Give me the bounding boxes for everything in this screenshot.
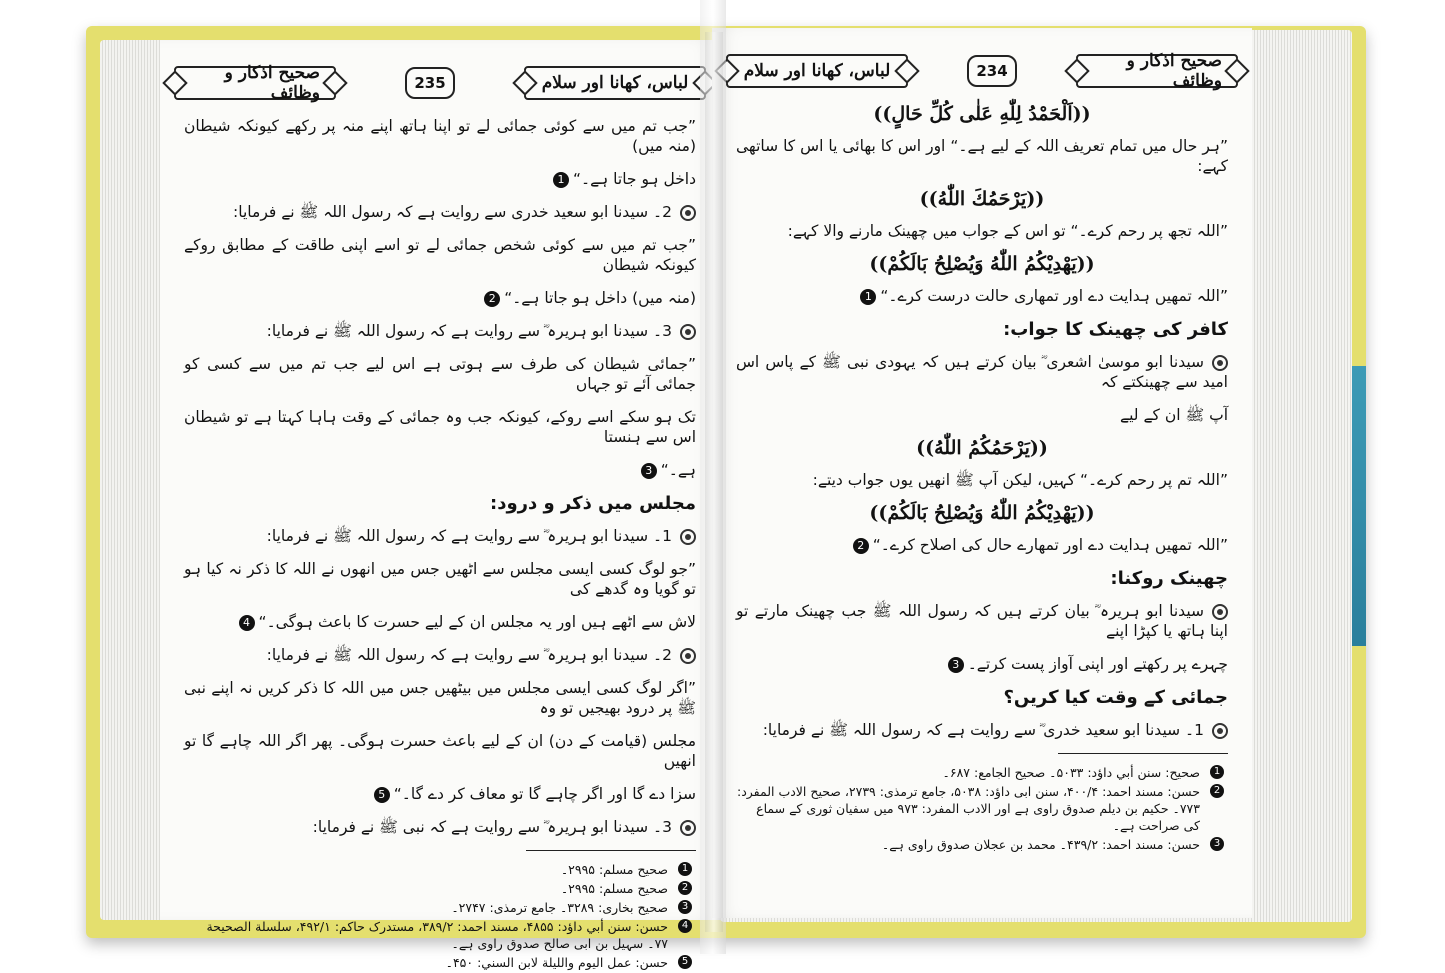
bullet-icon [680,205,696,221]
footnote-marker[interactable]: 3 [948,657,964,673]
line-text: چھینک روکنا: [1110,568,1228,589]
text-line [736,601,1228,641]
text-line [184,645,696,665]
line-text: داخل ہو جاتا ہے۔“ [572,170,696,188]
book-title: صحیح اذکار و وظائف [174,66,336,100]
right-page-header [726,51,1238,91]
line-text: ”اگر لوگ کسی ایسی مجلس میں بیٹھیں جس میں اللہ کا ذکر کریں نہ اپنے نبی ﷺ پر درود بھیجیں تو وہ [184,679,696,717]
left-page-lines [184,116,696,837]
line-text: سیدنا ابو موسیٰ اشعری ؓ بیان کرتے ہیں کہ یہودی نبی ﷺ کے پاس اس امید سے چھینکتے کہ [736,353,1228,391]
line-text: ہے۔“ [660,461,696,479]
footnote [184,861,696,878]
footnote-marker[interactable]: 4 [239,615,255,631]
left-page-footnotes [184,861,696,971]
footnote-number: 5 [678,955,692,969]
bullet-icon [680,648,696,664]
text-line [736,654,1228,674]
line-text: ”جو لوگ کسی ایسی مجلس سے اٹھیں جس میں انھوں نے اللہ کا ذکر نہ کیا ہو تو گویا وہ گدھے کی [184,560,696,598]
footnote-marker[interactable]: 2 [853,538,869,554]
bullet-icon [680,529,696,545]
right-page [712,28,1252,918]
line-text: ”اللہ تم پر رحم کرے۔“ کہیں، لیکن آپ ﷺ انھیں یوں جواب دیتے: [812,471,1228,489]
line-text: ((يَهْدِيْكُمُ اللّٰهُ وَيُصْلِحُ بَالَكُمْ)) [869,502,1095,524]
footnote-number: 3 [1210,837,1224,851]
arabic-dua [736,254,1228,274]
section-heading [184,493,696,514]
book-title: صحیح اذکار و وظائف [1076,54,1238,88]
line-text: ((يَهْدِيْكُمُ اللّٰهُ وَيُصْلِحُ بَالَكُمْ)) [869,253,1095,275]
text-line [736,352,1228,392]
line-text: ”ہر حال میں تمام تعریف اللہ کے لیے ہے۔“ اور اس کا بھائی یا اس کا ساتھی کہے: [736,137,1228,175]
section-heading [736,568,1228,589]
line-text: جمائی کے وقت کیا کریں؟ [1003,687,1228,708]
section-title: لباس، کھانا اور سلام [524,66,706,100]
bullet-icon [1212,604,1228,620]
footnote-text: حسن: مسند احمد: ۴۰۰/۴، سنن ابی داؤد: ۵۰۳۸، جامع ترمذی: ۲۷۳۹، صحیح الادب المفرد: ۷۷۳۔ حکیم بن دیلم صدوق راوی ہے اور الادب المفرد: ۹۷۳ میں سفیان ثوری کے سماع کی صراحت ہے۔ [736,784,1200,833]
footnote-text: حسن: عمل اليوم والليلة لابن السني: ۴۵۰۔ [445,955,668,970]
line-text: 3۔ سیدنا ابو ہریرہ ؓ سے روایت ہے کہ رسول اللہ ﷺ نے فرمایا: [266,322,672,340]
bullet-icon [680,820,696,836]
line-text: سیدنا ابو ہریرہ ؓ بیان کرتے ہیں کہ رسول اللہ ﷺ جب چھینک مارتے تو اپنا ہاتھ یا کپڑا اپنے [736,602,1228,640]
text-line [184,526,696,546]
text-line [184,116,696,156]
text-line [184,169,696,189]
line-text: مجلس میں ذکر و درود: [490,493,696,514]
line-text: تک ہو سکے اسے روکے، کیونکہ جب وہ جمائی کے وقت ہاہا کہتا ہے تو شیطان اس سے ہنستا [184,408,696,446]
footnote-rule [526,850,696,851]
arabic-dua [736,104,1228,124]
line-text: چہرے پر رکھتے اور اپنی آواز پست کرتے۔ [967,655,1228,673]
text-line [184,612,696,632]
line-text: 3۔ سیدنا ابو ہریرہ ؓ سے روایت ہے کہ نبی ﷺ نے فرمایا: [312,818,672,836]
text-line [736,535,1228,555]
text-line [184,460,696,480]
line-text: 2۔ سیدنا ابو سعید خدری سے روایت ہے کہ رسول اللہ ﷺ نے فرمایا: [233,203,672,221]
arabic-dua [736,438,1228,458]
line-text: ((يَرْحَمُكَ اللّٰهُ)) [919,188,1045,210]
footnote-marker[interactable]: 2 [484,291,500,307]
text-line [184,354,696,394]
text-line [184,235,696,275]
line-text: کافر کی چھینک کا جواب: [1003,319,1228,340]
arabic-dua [736,503,1228,523]
line-text: ”جب تم میں سے کوئی جمائی لے تو اپنا ہاتھ اپنے منہ پر رکھے کیونکہ شیطان (منہ میں) [184,117,696,155]
footnote-rule [1058,753,1228,754]
left-page [160,40,720,970]
footnote [184,880,696,897]
line-text: سزا دے گا اور اگر چاہے گا تو معاف کر دے گا۔“ [393,785,696,803]
footnote-text: صحیح مسلم: ۲۹۹۵۔ [560,881,668,896]
line-text: 1۔ سیدنا ابو ہریرہ ؓ سے روایت ہے کہ رسول اللہ ﷺ نے فرمایا: [266,527,672,545]
text-line [736,470,1228,490]
footnote-marker[interactable]: 1 [860,289,876,305]
text-line [184,731,696,771]
bullet-icon [1212,723,1228,739]
bullet-icon [680,324,696,340]
line-text: ”اللہ تجھ پر رحم کرے۔“ تو اس کے جواب میں چھینک مارنے والا کہے: [787,222,1228,240]
footnote-number: 1 [678,862,692,876]
line-text: ”اللہ تمھیں ہدایت دے اور تمھاری حالت درست کرے۔“ [880,287,1228,305]
footnote-marker[interactable]: 1 [553,172,569,188]
footnote [184,954,696,971]
line-text: 2۔ سیدنا ابو ہریرہ ؓ سے روایت ہے کہ رسول اللہ ﷺ نے فرمایا: [266,646,672,664]
footnote-marker[interactable]: 3 [641,463,657,479]
left-page-body [184,116,696,973]
footnote [736,764,1228,781]
line-text: لاش سے اٹھے ہیں اور یہ مجلس ان کے لیے حسرت کا باعث ہوگی۔“ [258,613,696,631]
text-line [736,136,1228,176]
text-line [184,559,696,599]
line-text: 1۔ سیدنا ابو سعید خدری ؓ سے روایت ہے کہ رسول اللہ ﷺ نے فرمایا: [762,721,1204,739]
line-text: آپ ﷺ ان کے لیے [1120,406,1228,424]
text-line [736,221,1228,241]
text-line [184,407,696,447]
right-page-body [736,104,1228,855]
bullet-icon [1212,355,1228,371]
footnote-marker[interactable]: 5 [374,787,390,803]
text-line [736,405,1228,425]
footnote-text: حسن: سنن أبي داؤد: ۴۸۵۵، مسند احمد: ۳۸۹/۲، مستدرک حاکم: ۴۹۲/۱، سلسلة الصحيحة ۷۷۔ سہیل بن ابی صالح صدوق راوی ہے۔ [206,919,668,951]
text-line [184,817,696,837]
text-line [184,784,696,804]
text-line [184,321,696,341]
footnote-number: 4 [678,919,692,933]
ribbon-bookmark [700,0,726,954]
page-number: 235 [405,67,455,99]
footnote-number: 2 [678,881,692,895]
section-heading [736,319,1228,340]
right-page-footnotes [736,764,1228,853]
line-text: ((يَرْحَمُكُمُ اللّٰهُ)) [916,437,1048,459]
arabic-dua [736,189,1228,209]
footnote-text: صحیح بخاری: ۳۲۸۹۔ جامع ترمذی: ۲۷۴۷۔ [451,900,668,915]
footnote [184,899,696,916]
text-line [184,678,696,718]
text-line [736,286,1228,306]
text-line [184,288,696,308]
footnote-number: 3 [678,900,692,914]
footnote-text: صحیح مسلم: ۲۹۹۵۔ [560,862,668,877]
text-line [736,720,1228,740]
line-text: ”جب تم میں سے کوئی شخص جمائی لے تو اسے اپنی طاقت کے مطابق روکے کیونکہ شیطان [184,236,696,274]
page-number: 234 [967,55,1017,87]
footnote [736,783,1228,834]
footnote-number: 2 [1210,784,1224,798]
right-page-lines [736,104,1228,740]
section-heading [736,687,1228,708]
text-line [184,202,696,222]
section-title: لباس، کھانا اور سلام [726,54,908,88]
footnote [184,918,696,952]
line-text: ((اَلْحَمْدُ لِلّٰهِ عَلٰى كُلِّ حَالٍ)) [873,103,1091,125]
footnote-number: 1 [1210,765,1224,779]
footnote [736,836,1228,853]
line-text: ”جمائی شیطان کی طرف سے ہوتی ہے اس لیے جب تم میں سے کسی کو جمائی آئے تو جہاں [184,355,696,393]
line-text: ”اللہ تمھیں ہدایت دے اور تمھارے حال کی اصلاح کرے۔“ [872,536,1228,554]
footnote-text: صحیح: سنن أبي داؤد: ۵۰۳۳۔ صحیح الجامع: ۶۸۷۔ [942,765,1200,780]
footnote-text: حسن: مسند احمد: ۴۳۹/۲۔ محمد بن عجلان صدوق راوی ہے۔ [881,837,1200,852]
line-text: (منہ میں) داخل ہو جاتا ہے۔“ [504,289,696,307]
line-text: مجلس (قیامت کے دن) ان کے لیے باعث حسرت ہوگی۔ پھر اگر اللہ چاہے گا تو انھیں [184,732,696,770]
left-page-header [174,63,706,103]
cover-strip [1352,366,1366,646]
